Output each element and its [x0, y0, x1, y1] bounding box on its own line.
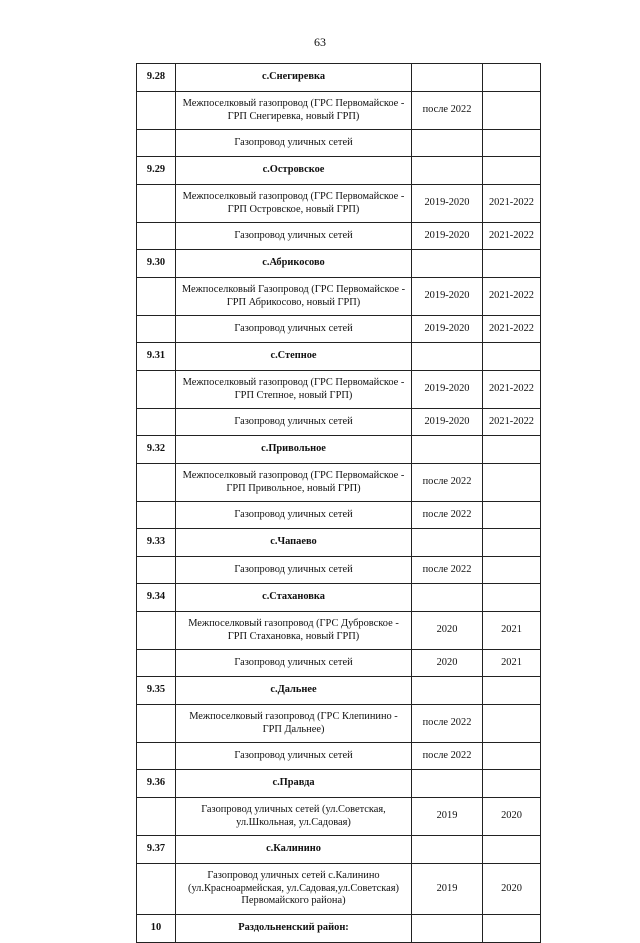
item-number-cell — [137, 185, 176, 223]
item-number-cell: 10 — [137, 915, 176, 943]
page-number: 63 — [314, 35, 326, 49]
item-number-cell — [137, 557, 176, 584]
item-number-cell — [137, 705, 176, 743]
item-number-cell — [137, 371, 176, 409]
item-name-cell: Газопровод уличных сетей — [176, 223, 412, 250]
commissioning-period-cell — [483, 557, 541, 584]
construction-period-cell — [412, 770, 483, 798]
commissioning-period-cell — [483, 343, 541, 371]
item-name-cell: с.Привольное — [176, 436, 412, 464]
commissioning-period-cell: 2021-2022 — [483, 278, 541, 316]
item-name-cell: Газопровод уличных сетей — [176, 650, 412, 677]
item-number-cell — [137, 502, 176, 529]
commissioning-period-cell — [483, 64, 541, 92]
item-name-cell: Раздольненский район: — [176, 915, 412, 943]
commissioning-period-cell: 2021-2022 — [483, 316, 541, 343]
item-name-cell: Газопровод уличных сетей (ул.Советская, ул.Школьная, ул.Садовая) — [176, 798, 412, 836]
item-number-cell: 9.33 — [137, 529, 176, 557]
construction-period-cell — [412, 436, 483, 464]
item-name-cell: с.Снегиревка — [176, 64, 412, 92]
table-row — [137, 557, 541, 584]
item-number-cell — [137, 743, 176, 770]
construction-period-cell: после 2022 — [412, 502, 483, 529]
construction-period-cell — [412, 584, 483, 612]
item-number-cell — [137, 798, 176, 836]
table-row — [137, 278, 541, 316]
construction-period-cell — [412, 343, 483, 371]
construction-period-cell: после 2022 — [412, 705, 483, 743]
item-number-cell — [137, 223, 176, 250]
commissioning-period-cell: 2021-2022 — [483, 223, 541, 250]
table-row — [137, 185, 541, 223]
commissioning-period-cell — [483, 836, 541, 864]
construction-period-cell: 2019-2020 — [412, 223, 483, 250]
section-header-row — [137, 343, 541, 371]
commissioning-period-cell — [483, 250, 541, 278]
item-number-cell — [137, 612, 176, 650]
construction-period-cell — [412, 250, 483, 278]
item-number-cell: 9.29 — [137, 157, 176, 185]
commissioning-period-cell — [483, 677, 541, 705]
item-number-cell: 9.32 — [137, 436, 176, 464]
table-row — [137, 705, 541, 743]
table-body — [137, 64, 541, 943]
construction-period-cell — [412, 836, 483, 864]
construction-period-cell: после 2022 — [412, 743, 483, 770]
construction-period-cell: 2019-2020 — [412, 278, 483, 316]
commissioning-period-cell — [483, 584, 541, 612]
commissioning-period-cell: 2020 — [483, 798, 541, 836]
table-row — [137, 130, 541, 157]
item-name-cell: с.Абрикосово — [176, 250, 412, 278]
gas-pipeline-schedule-table — [136, 63, 541, 943]
commissioning-period-cell — [483, 770, 541, 798]
commissioning-period-cell: 2021-2022 — [483, 185, 541, 223]
item-number-cell — [137, 316, 176, 343]
construction-period-cell: 2019-2020 — [412, 185, 483, 223]
construction-period-cell: 2019-2020 — [412, 316, 483, 343]
section-header-row — [137, 677, 541, 705]
section-header-row — [137, 770, 541, 798]
item-name-cell: Межпоселковый Газопровод (ГРС Первомайское - ГРП Абрикосово, новый ГРП) — [176, 278, 412, 316]
construction-period-cell: 2020 — [412, 650, 483, 677]
commissioning-period-cell: 2021 — [483, 650, 541, 677]
item-name-cell: с.Степное — [176, 343, 412, 371]
commissioning-period-cell — [483, 529, 541, 557]
item-number-cell — [137, 92, 176, 130]
table-row — [137, 743, 541, 770]
item-name-cell: с.Островское — [176, 157, 412, 185]
construction-period-cell — [412, 915, 483, 943]
table-row — [137, 798, 541, 836]
table-row — [137, 502, 541, 529]
construction-period-cell: 2019-2020 — [412, 371, 483, 409]
commissioning-period-cell — [483, 502, 541, 529]
construction-period-cell: после 2022 — [412, 464, 483, 502]
item-name-cell: Межпоселковый газопровод (ГРС Первомайское - ГРП Привольное, новый ГРП) — [176, 464, 412, 502]
section-header-row — [137, 584, 541, 612]
item-name-cell: Межпоселковый газопровод (ГРС Первомайское - ГРП Снегиревка, новый ГРП) — [176, 92, 412, 130]
construction-period-cell — [412, 64, 483, 92]
commissioning-period-cell — [483, 464, 541, 502]
commissioning-period-cell — [483, 915, 541, 943]
item-name-cell: с.Правда — [176, 770, 412, 798]
item-name-cell: Газопровод уличных сетей — [176, 316, 412, 343]
commissioning-period-cell: 2021-2022 — [483, 409, 541, 436]
construction-period-cell: 2019-2020 — [412, 409, 483, 436]
table-row — [137, 92, 541, 130]
item-name-cell: с.Чапаево — [176, 529, 412, 557]
table-row — [137, 316, 541, 343]
section-header-row — [137, 157, 541, 185]
section-header-row — [137, 529, 541, 557]
item-number-cell — [137, 464, 176, 502]
item-name-cell: Газопровод уличных сетей — [176, 130, 412, 157]
table-row — [137, 409, 541, 436]
item-number-cell — [137, 864, 176, 915]
construction-period-cell — [412, 130, 483, 157]
commissioning-period-cell: 2020 — [483, 864, 541, 915]
item-number-cell: 9.28 — [137, 64, 176, 92]
table-row — [137, 864, 541, 915]
item-name-cell: с.Дальнее — [176, 677, 412, 705]
item-name-cell: Межпоселковый газопровод (ГРС Первомайское - ГРП Островское, новый ГРП) — [176, 185, 412, 223]
item-name-cell: Газопровод уличных сетей — [176, 557, 412, 584]
commissioning-period-cell — [483, 705, 541, 743]
item-name-cell: Межпоселковый газопровод (ГРС Клепинино - ГРП Дальнее) — [176, 705, 412, 743]
item-name-cell: Газопровод уличных сетей — [176, 502, 412, 529]
commissioning-period-cell: 2021-2022 — [483, 371, 541, 409]
item-number-cell — [137, 650, 176, 677]
item-name-cell: Газопровод уличных сетей с.Калинино (ул.Красноармейская, ул.Садовая,ул.Советская) Первомайского района) — [176, 864, 412, 915]
construction-period-cell — [412, 157, 483, 185]
item-number-cell — [137, 130, 176, 157]
item-name-cell: Газопровод уличных сетей — [176, 743, 412, 770]
commissioning-period-cell — [483, 92, 541, 130]
construction-period-cell — [412, 529, 483, 557]
commissioning-period-cell: 2021 — [483, 612, 541, 650]
section-header-row — [137, 64, 541, 92]
item-number-cell: 9.30 — [137, 250, 176, 278]
item-number-cell: 9.31 — [137, 343, 176, 371]
commissioning-period-cell — [483, 743, 541, 770]
construction-period-cell: после 2022 — [412, 92, 483, 130]
construction-period-cell: 2020 — [412, 612, 483, 650]
section-header-row — [137, 915, 541, 943]
item-number-cell: 9.35 — [137, 677, 176, 705]
commissioning-period-cell — [483, 130, 541, 157]
table-row — [137, 650, 541, 677]
commissioning-period-cell — [483, 157, 541, 185]
item-number-cell: 9.36 — [137, 770, 176, 798]
item-number-cell: 9.37 — [137, 836, 176, 864]
item-name-cell: Межпоселковый газопровод (ГРС Дубровское - ГРП Стахановка, новый ГРП) — [176, 612, 412, 650]
section-header-row — [137, 436, 541, 464]
commissioning-period-cell — [483, 436, 541, 464]
table-row — [137, 464, 541, 502]
item-name-cell: Межпоселковый газопровод (ГРС Первомайское - ГРП Степное, новый ГРП) — [176, 371, 412, 409]
construction-period-cell: 2019 — [412, 864, 483, 915]
item-name-cell: Газопровод уличных сетей — [176, 409, 412, 436]
table-row — [137, 612, 541, 650]
item-number-cell: 9.34 — [137, 584, 176, 612]
table-row — [137, 371, 541, 409]
construction-period-cell: после 2022 — [412, 557, 483, 584]
section-header-row — [137, 836, 541, 864]
item-number-cell — [137, 278, 176, 316]
construction-period-cell: 2019 — [412, 798, 483, 836]
section-header-row — [137, 250, 541, 278]
table-row — [137, 223, 541, 250]
item-name-cell: с.Стахановка — [176, 584, 412, 612]
item-name-cell: с.Калинино — [176, 836, 412, 864]
construction-period-cell — [412, 677, 483, 705]
item-number-cell — [137, 409, 176, 436]
